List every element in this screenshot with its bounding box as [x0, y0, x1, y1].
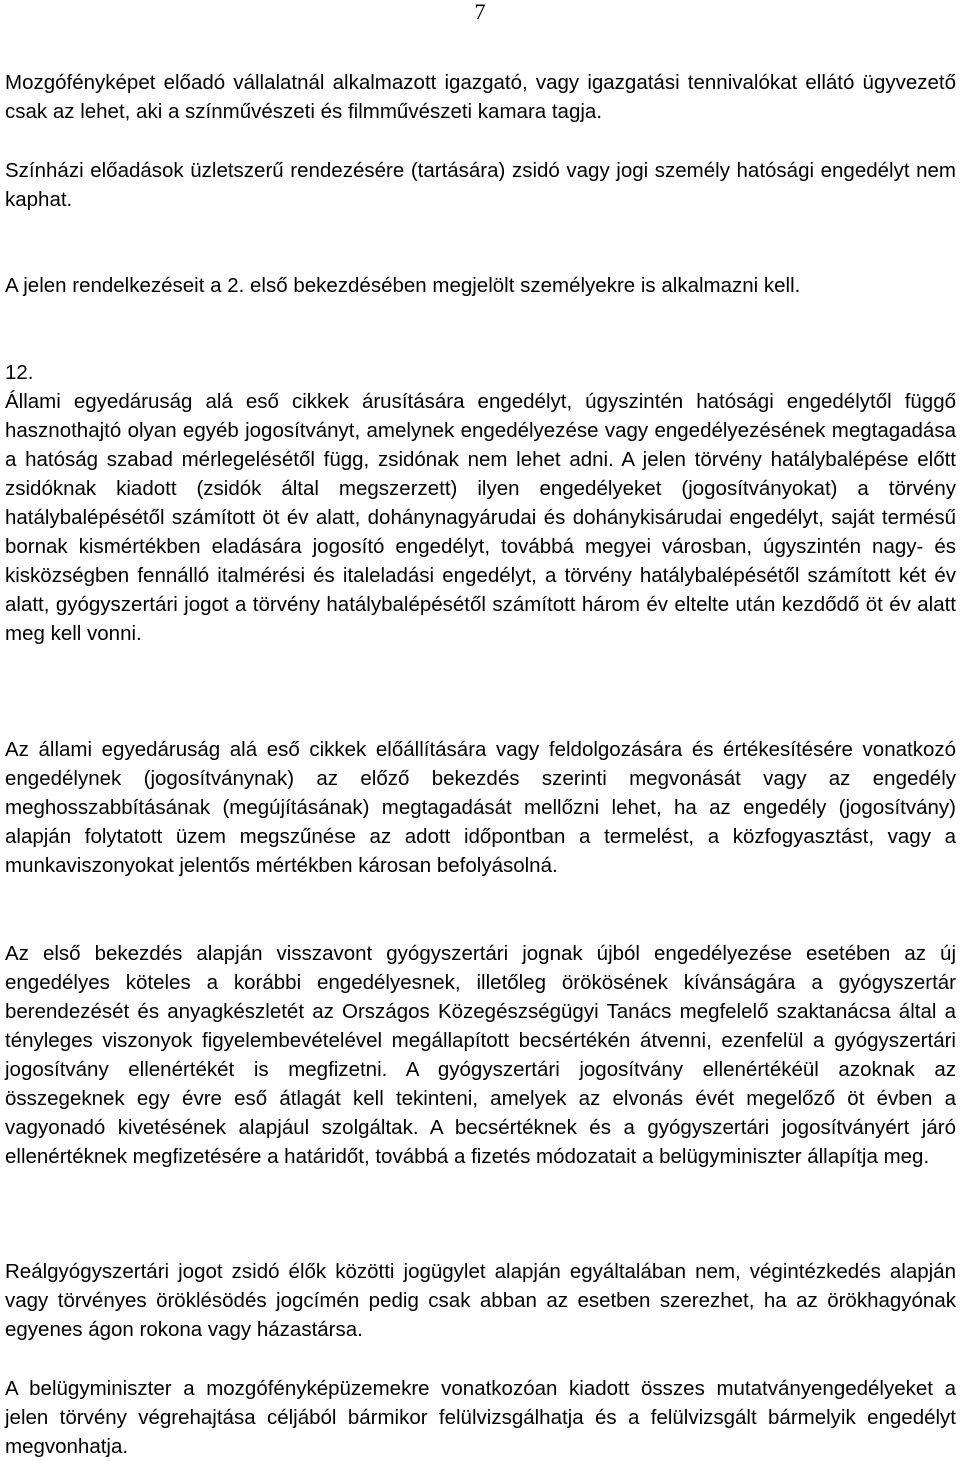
paragraph-applicability: A jelen rendelkezéseit a 2. első bekezdésében megjelölt személyekre is alkalmazni kell. — [5, 274, 801, 297]
page-number: 7 — [474, 0, 486, 24]
section-heading: 12. — [5, 361, 34, 384]
paragraph-director-requirement: Mozgófényképet előadó vállalatnál alkalmazott igazgató, vagy igazgatási tennivalókat ellátó ügyvezető csak az lehet, aki a színművészeti és filmművészeti kamara tagja. — [5, 71, 956, 123]
paragraph-theatre-permit: Színházi előadások üzletszerű rendezésére (tartására) zsidó vagy jogi személy hatósági engedélyt nem kaphat. — [5, 159, 956, 211]
paragraph-real-pharmacy-rights: Reálgyógyszertári jogot zsidó élők közötti jogügylet alapján egyáltalában nem, végintézkedés alapján vagy törvényes öröklésödés jogcímén pedig csak abban az esetben szerezhet, ha az örökhagyónak egyenes ágon rokona vagy házastársa. — [5, 1260, 956, 1341]
paragraph-state-monopoly-licences: Állami egyedáruság alá eső cikkek árusítására engedélyt, úgyszintén hatósági engedélytől függő hasznothajtó olyan egyéb jogosítványt, amelynek engedélyezése vagy engedélyezésének megtagadása a hatóság szabad mérlegelésétől függ, zsidónak nem lehet adni. A jelen törvény hatálybalépése előtt zsidóknak kiadott (zsidók által megszerzett) ilyen engedélyeket (jogosítványokat) a törvény hatálybalépésétől számított öt év alatt, dohánynagyárudai és dohánykisárudai engedélyt, saját termésű bornak kismértékben eladására jogosító engedélyt, továbbá megyei városban, úgyszintén nagy- és kisközségben fennálló italmérési és italeladási engedélyt, a törvény hatálybalépésétől számított két év alatt, gyógyszertári jogot a törvény hatálybalépésétől számított három év eltelte után kezdődő öt év alatt meg kell vonni. — [5, 390, 956, 645]
paragraph-film-permit-review: A belügyminiszter a mozgófényképüzemekre vonatkozóan kiadott összes mutatványengedélyeket a jelen törvény végrehajtása céljából bármikor felülvizsgálhatja és a felülvizsgált bármelyik engedélyt megvonhatja. — [5, 1377, 956, 1458]
paragraph-pharmacy-compensation: Az első bekezdés alapján visszavont gyógyszertári jognak újból engedélyezése esetében az új engedélyes köteles a korábbi engedélyesnek, illetőleg örökösének kívánságára a gyógyszertár berendezését és anyagkészletét az Országos Közegészségügyi Tanács megfelelő szaktanácsa által a tényleges viszonyok figyelembevételével megállapított becsértékén átvenni, ezenfelül a gyógyszertári jogosítvány ellenértékét is megfizetni. A gyógyszertári jogosítvány ellenértékéül azoknak az összegeknek egy évre eső átlagát kell tekinteni, amelyek az elvonás évét megelőző öt évben a vagyonadó kivetésének alapjául szolgáltak. A becsértéknek és a gyógyszertári jogosítványért járó ellenértéknek megfizetésére a határidőt, továbbá a fizetés módozatait a belügyminiszter állapítja meg. — [5, 942, 956, 1168]
paragraph-revocation-exemption: Az állami egyedáruság alá eső cikkek előállítására vagy feldolgozására és értékesítésére vonatkozó engedélynek (jogosítványnak) az előző bekezdés szerinti megvonását vagy az engedély meghosszabbításának (megújításának) megtagadását mellőzni lehet, ha az engedély (jogosítvány) alapján folytatott üzem megszűnése az adott időpontban a termelést, a közfogyasztást, vagy a munkaviszonyokat jelentős mértékben károsan befolyásolná. — [5, 738, 956, 877]
